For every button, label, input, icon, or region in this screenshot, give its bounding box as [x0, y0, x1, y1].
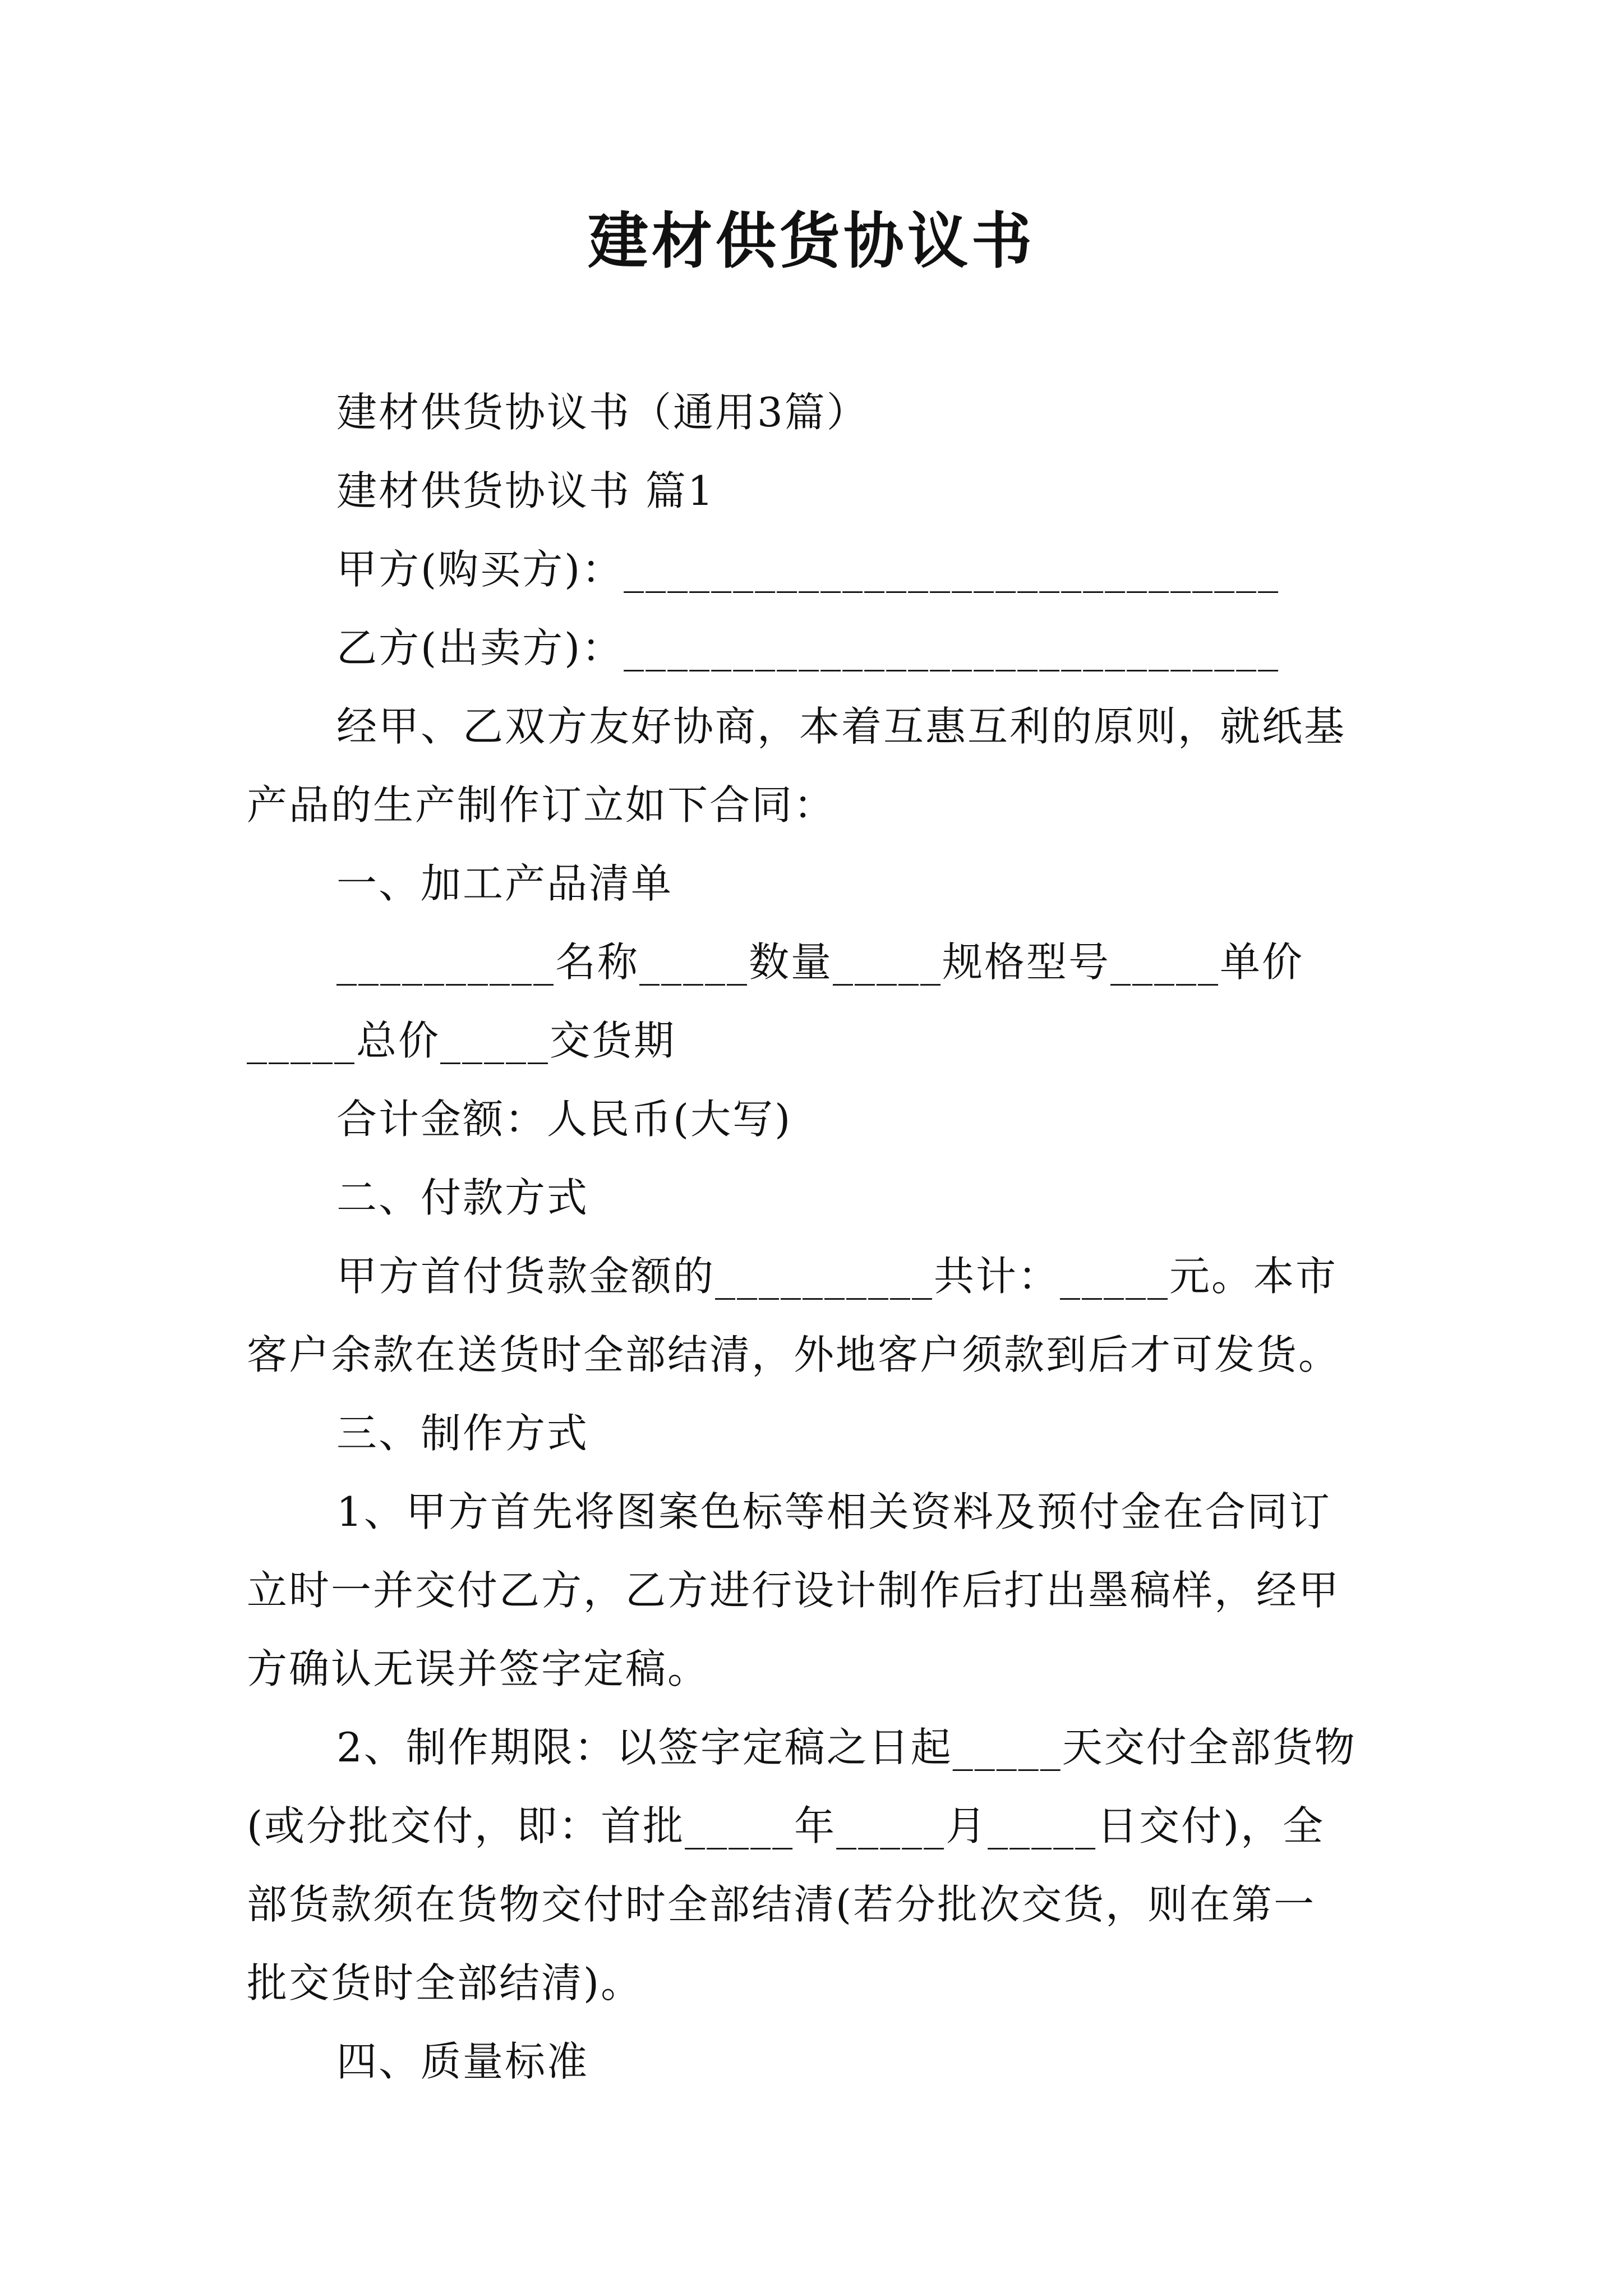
clause-heading: 一、加工产品清单: [336, 860, 674, 907]
paragraph-line: 2、制作期限：以签字定稿之日起_____天交付全部货物: [336, 1724, 1357, 1771]
clause-heading: 二、付款方式: [336, 1174, 589, 1221]
total-amount-line: 合计金额：人民币(大写): [336, 1096, 792, 1143]
paragraph-line: 甲方首付货款金额的__________共计：_____元。本市: [336, 1253, 1338, 1300]
document-title: 建材供货协议书: [587, 206, 1035, 277]
clause-heading: 四、质量标准: [336, 2038, 589, 2085]
clause-heading: 三、制作方式: [336, 1410, 589, 1457]
paragraph-line: 1、甲方首先将图案色标等相关资料及预付金在合同订: [336, 1488, 1331, 1535]
party-b-field: 乙方(出卖方)：______________________________: [336, 624, 1280, 671]
paragraph-line: 客户余款在送货时全部结清，外地客户须款到后才可发货。: [247, 1331, 1341, 1378]
paragraph-line: 立时一并交付乙方，乙方进行设计制作后打出墨稿样，经甲: [247, 1567, 1341, 1614]
paragraph-line: 方确认无误并签字定稿。: [247, 1645, 710, 1692]
paragraph-line: 批交货时全部结清)。: [247, 1959, 643, 2007]
product-list-line: _____总价_____交货期: [247, 1017, 676, 1064]
paragraph-line: (或分批交付，即：首批_____年_____月_____日交付)，全: [247, 1802, 1325, 1849]
paragraph-line: 经甲、乙双方友好协商，本着互惠互利的原则，就纸基: [336, 703, 1347, 750]
section-heading-line: 建材供货协议书 篇1: [336, 467, 715, 514]
party-a-field: 甲方(购买方)：______________________________: [336, 546, 1280, 593]
subtitle-line: 建材供货协议书（通用3篇）: [336, 389, 869, 436]
paragraph-line: 部货款须在货物交付时全部结清(若分批次交货，则在第一: [247, 1881, 1316, 1928]
product-list-line: __________名称_____数量_____规格型号_____单价: [336, 938, 1304, 986]
paragraph-line: 产品的生产制作订立如下合同：: [247, 781, 836, 829]
